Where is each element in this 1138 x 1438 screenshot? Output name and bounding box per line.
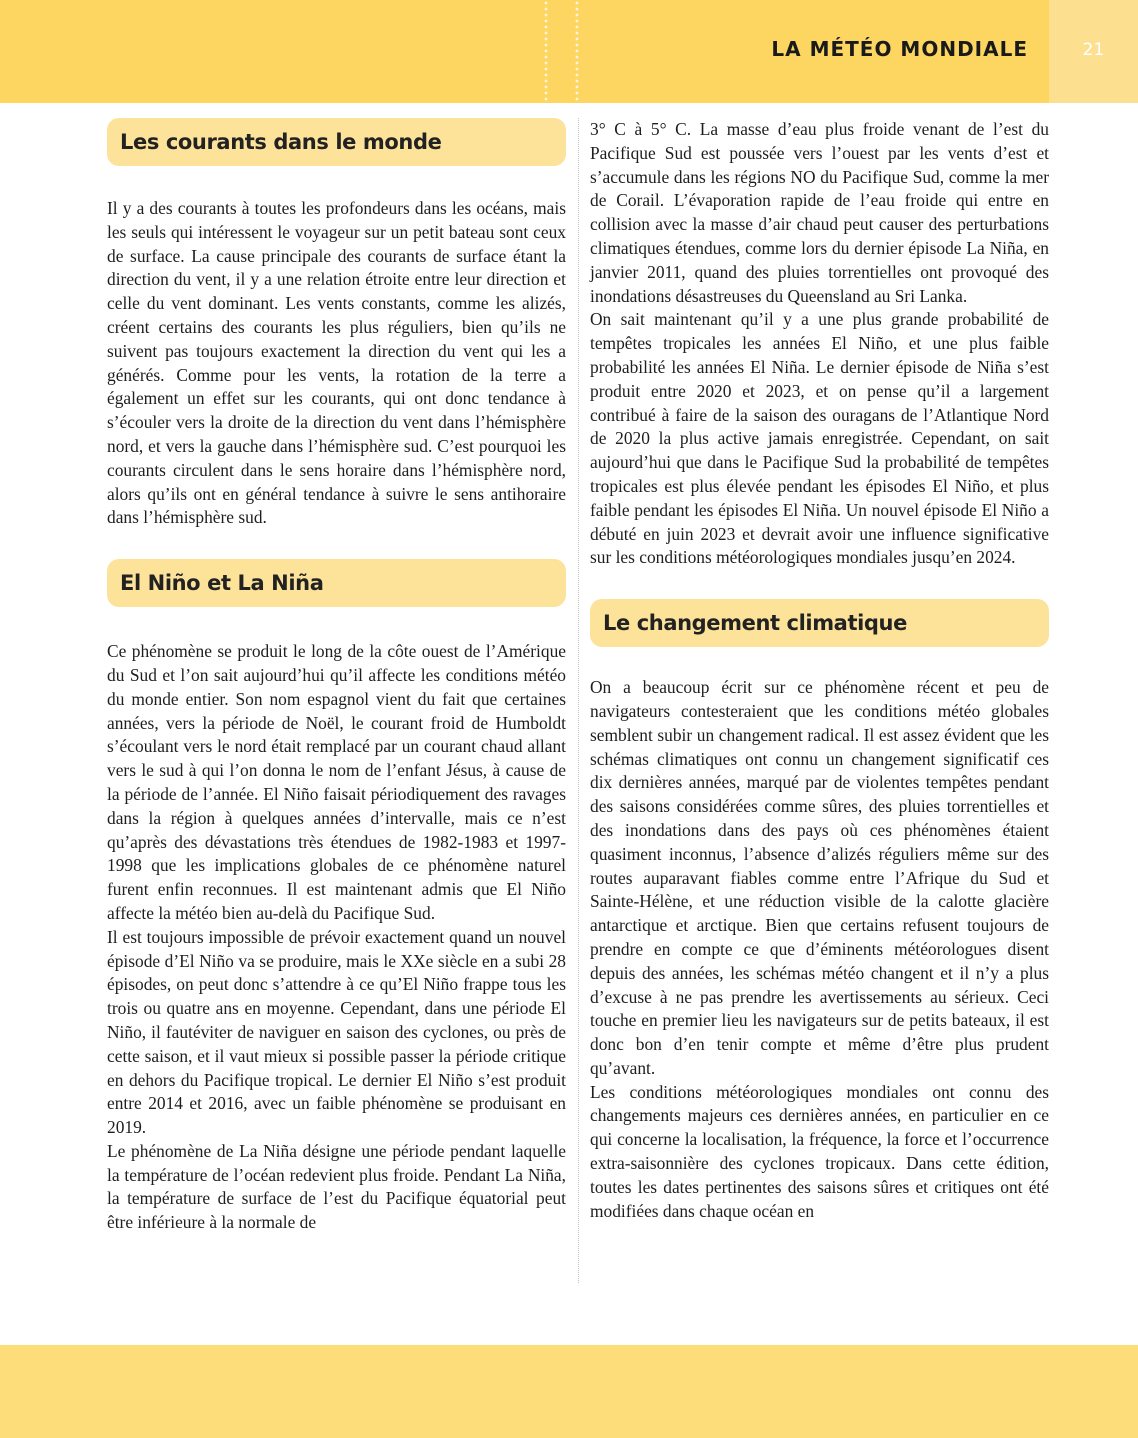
column-divider [578,118,579,1283]
right-column [590,118,1049,1223]
page-footer-band [0,1345,1138,1438]
paragraph: Il est toujours impossible de prévoir exactement quand un nouvel épisode d’El Niño va se produire, mais le XXe siècle en a subi 28 épisodes, on peut donc s’attendre à ce qu’El Niño frappe tous les trois ou quatre ans en moyenne. Cependant, dans une période El Niño, il fautéviter de naviguer en saison des cyclones, ou près de cette saison, et il vaut mieux si possible passer la période critique en dehors du Pacifique tropical. Le dernier El Niño s’est produit entre 2014 et 2016, avec un faible phénomène se produisant en 2019. [107,926,566,1138]
section-heading-currents: Les courants dans le monde [107,118,566,166]
paragraph: Ce phénomène se produit le long de la côte ouest de l’Amérique du Sud et l’on sait aujourd’hui qu’il affecte les conditions météo du monde entier. Son nom espagnol vient du fait que certaines années, vers la période de Noël, le courant froid de Humboldt s’écoulant vers le nord était remplacé par un courant chaud allant vers le sud à qui l’on donna le nom de l’enfant Jésus, à cause de la période de l’année. El Niño faisait périodiquement des ravages dans la région à quelques années d’intervalle, mais ce n’est qu’après des dévastations très étendues de 1982-1983 et 1997-1998 que les implications globales de ce phénomène naturel furent enfin reconnues. Il est maintenant admis que El Niño affecte la météo bien au-delà du Pacifique Sud. [107,641,566,923]
paragraph: Le phénomène de La Niña désigne une période pendant laquelle la température de l’océan redevient plus froide. Pendant La Niña, la température de surface de l’est du Pacifique équatorial peut être inférieure à la normale de [107,1140,566,1233]
paragraph: On a beaucoup écrit sur ce phénomène récent et peu de navigateurs contesteraient que les conditions météo globales semblent subir un changement radical. Il est assez évident que les schémas climatiques ont connu un changement significatif ces dix dernières années, marqué par de violentes tempêtes pendant des saisons considérées comme sûres, des pluies torrentielles et des inondations dans des pays où ces phénomènes étaient quasiment inconnus, l’absence d’alizés réguliers même sur des routes auparavant fiables comme entre l’Afrique du Sud et Sainte-Hélène, et une réduction visible de la calotte glacière antarctique et arctique. Bien que certains refusent toujours de prendre en compte ce que d’éminents météorologues disent depuis des années, les schémas météo changent et il n’y a plus d’excuse à ne pas prendre les avertissements au sérieux. Ceci touche en premier lieu les navigateurs sur de petits bateaux, il est donc bon d’en tenir compte et même d’être plus prudent qu’avant. [590,677,1049,1078]
paragraph: Les conditions météorologiques mondiales ont connu des changements majeurs ces dernières années, en particulier en ce qui concerne la localisation, la fréquence, la force et l’occurrence extra-saisonnière des cyclones tropicaux. Dans cette édition, toutes les dates pertinentes des saisons sûres et critiques ont été modifiées dans chaque océan en [590,1081,1049,1221]
section-heading-el-nino: El Niño et La Niña [107,559,566,607]
page-number: 21 [1082,40,1105,60]
paragraph: Il y a des courants à toutes les profondeurs dans les océans, mais les seuls qui intéressent le voyageur sur un petit bateau sont ceux de surface. La cause principale des courants de surface étant la direction du vent, il y a une relation étroite entre leur direction et celle du vent dominant. Les vents constants, comme les alizés, créent certains des courants les plus réguliers, bien qu’ils ne suivent pas toujours exactement la direction du vent qui les a générés. Comme pour les vents, la rotation de la terre a également un effet sur les courants, qui ont donc tendance à s’écouler vers la droite de la direction du vent dans l’hémisphère nord, et vers la gauche dans l’hémisphère sud. C’est pourquoi les courants circulent dans le sens horaire dans l’hémisphère nord, alors qu’ils ont en général tendance à suivre le sens antihoraire dans l’hémisphère sud. [107,198,566,528]
header-dotted-rule [574,0,580,103]
left-column [107,118,566,1235]
header-dotted-rule [543,0,549,103]
page-header [0,0,1138,103]
section-heading-climate: Le changement climatique [590,599,1049,647]
running-title: LA MÉTÉO MONDIALE [771,37,1028,61]
paragraph: On sait maintenant qu’il y a une plus grande probabilité de tempêtes tropicales les années El Niño, et une plus faible probabilité les années El Niña. Le dernier épisode de Niña s’est produit entre 2020 et 2023, et on pense qu’il a largement contribué à faire de la saison des ouragans de l’Atlantique Nord de 2020 la plus active jamais enregistrée. Cependant, on sait aujourd’hui que dans le Pacifique Sud la probabilité de tempêtes tropicales est plus élevée pendant les épisodes El Niño, et plus faible pendant les épisodes El Niña. Un nouvel épisode El Niño a débuté en juin 2023 et devrait avoir une influence significative sur les conditions météorologiques mondiales jusqu’en 2024. [590,309,1049,568]
paragraph: 3° C à 5° C. La masse d’eau plus froide venant de l’est du Pacifique Sud est poussée vers l’ouest par les vents d’est et s’accumule dans les régions NO du Pacifique Sud, comme la mer de Corail. L’évaporation rapide de l’eau froide qui entre en collision avec la masse d’air chaud peut causer des perturbations climatiques étendues, comme lors du dernier épisode La Niña, en janvier 2011, quand des pluies torrentielles ont provoqué des inondations désastreuses du Queensland au Sri Lanka. [590,119,1049,306]
